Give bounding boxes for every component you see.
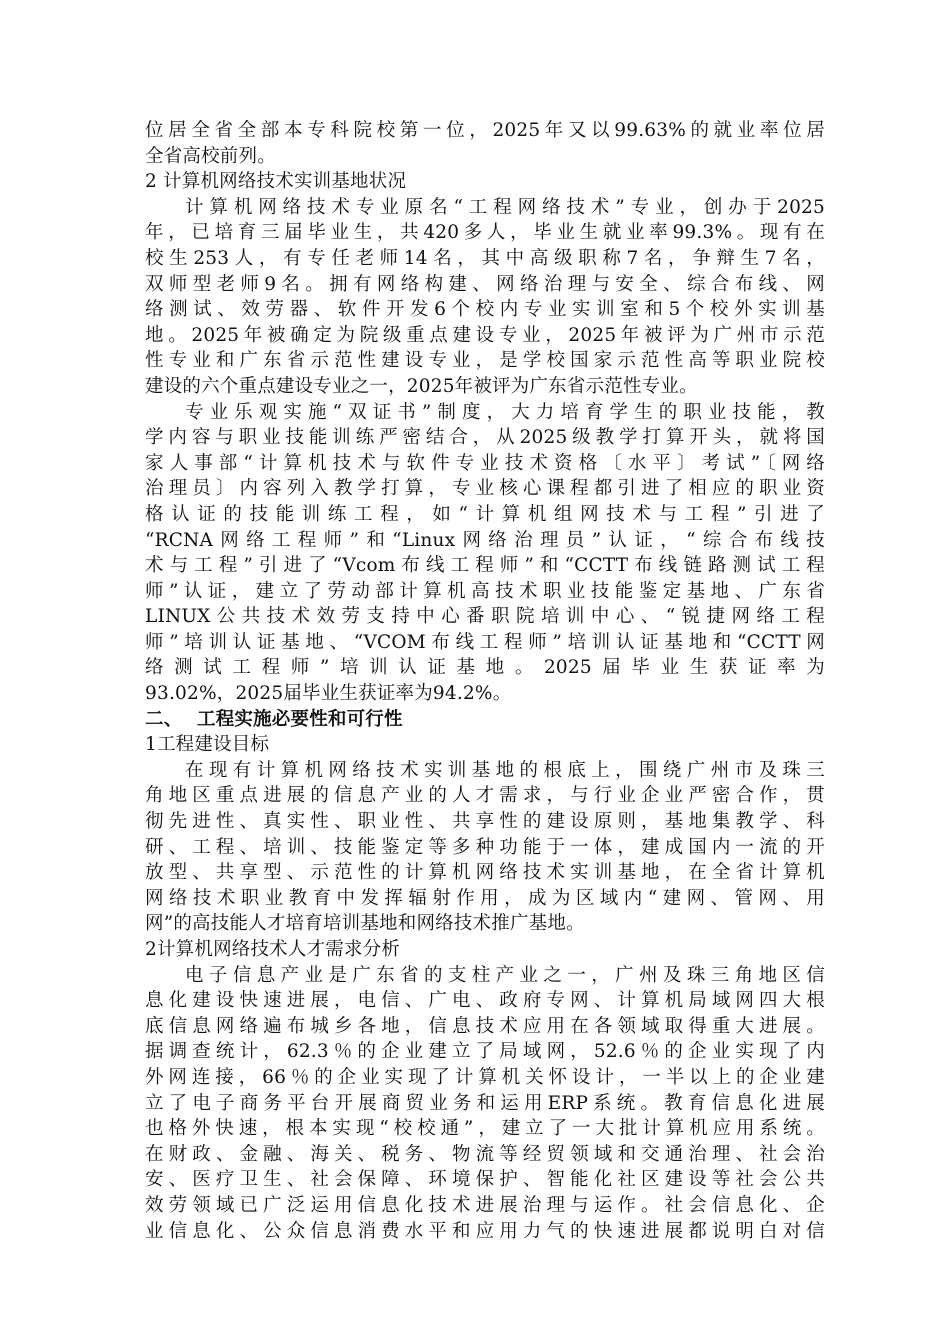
text-line: 家人事部“计算机技术与软件专业技术资格〔水平〕考试”〔网络 [145, 452, 825, 474]
section-heading [145, 707, 825, 733]
text-line: 术与工程”引进了“Vcom布线工程师”和“CCTT布线链路测试工程 [145, 555, 825, 577]
text-line: 学内容与职业技能训练严密结合，从2025级教学打算开头，就将国 [145, 427, 825, 449]
text-line: 建设的六个重点建设专业之一，2025年被评为广东省示范性专业。 [145, 375, 698, 397]
section-title: 工程实施必要性和可行性 [197, 708, 403, 730]
text-line: 2计算机网络技术人才需求分析 [145, 939, 401, 960]
document-page [145, 118, 825, 1244]
text-line: “RCNA网络工程师”和“Linux网络治理员”认证，“综合布线技 [145, 529, 825, 551]
text-line: 性专业和广东省示范性建设专业，是学校国家示范性高等职业院校 [145, 350, 825, 372]
text-line: 年，已培育三届毕业生，共420多人，毕业生就业率99.3%。现有在 [145, 222, 825, 244]
text-line: 师”培训认证基地、“VCOM布线工程师”培训认证基地和“CCTT网 [145, 631, 825, 653]
text-line: 角地区重点进展的信息产业的人才需求，与行业企业严密合作，贯 [145, 785, 825, 807]
text-line: 网”的高技能人才培育培训基地和网络技术推广基地。 [145, 913, 585, 935]
text-line: 地。2025年被确定为院级重点建设专业，2025年被评为广州市示范 [145, 324, 825, 346]
text-line: 93.02%，2025届毕业生获证率为94.2%。 [145, 683, 512, 705]
text-line: 也格外快速，根本实现“校校通”，建立了一大批计算机应用系统。 [145, 1118, 825, 1140]
text-line: 双师型老师9名。拥有网络构建、网络治理与安全、综合布线、网 [145, 273, 825, 295]
text-line: 外网连接，66％的企业实现了计算机关怀设计，一半以上的企业建 [145, 1066, 825, 1088]
text-line: 彻先进性、真实性、职业性、共享性的建设原则，基地集教学、科 [145, 811, 825, 833]
text-line: 专业乐观实施“双证书”制度，大力培育学生的职业技能，教 [185, 401, 825, 423]
text-line: 2 计算机网络技术实训基地状况 [145, 171, 407, 193]
text-line: 放型、共享型、示范性的计算机网络技术实训基地，在全省计算机 [145, 862, 825, 884]
text-line: 格认证的技能训练工程，如“计算机组网技术与工程”引进了 [145, 503, 825, 525]
text-line: 全省高校前列。 [145, 145, 276, 167]
text-line: 研、工程、培训、技能鉴定等多种功能于一体，建成国内一流的开 [145, 836, 825, 858]
text-line: 计算机网络技术专业原名“工程网络技术”专业，创办于2025 [185, 196, 825, 218]
text-line: 业信息化、公众信息消费水平和应用力气的快速进展都说明白对信 [145, 1220, 825, 1242]
text-line: 1工程建设目标 [145, 734, 270, 756]
text-line: 络测试、效劳器、软件开发6个校内专业实训室和5个校外实训基 [145, 299, 825, 321]
text-line: 据调查统计，62.3％的企业建立了局域网，52.6％的企业实现了内 [145, 1041, 825, 1063]
text-line: 在现有计算机网络技术实训基地的根底上，围绕广州市及珠三 [185, 759, 825, 781]
text-line: 在财政、金融、海关、税务、物流等经贸领域和交通治理、社会治 [145, 1143, 825, 1165]
text-line: 络测试工程师”培训认证基地。2025届毕业生获证率为 [145, 657, 825, 679]
text-line: 安、医疗卫生、社会保障、环境保护、智能化社区建设等社会公共 [145, 1169, 825, 1191]
text-line: 校生253人，有专任老师14名，其中高级职称7名，争辩生7名， [145, 247, 825, 269]
text-line: 位居全省全部本专科院校第一位，2025年又以99.63%的就业率位居 [145, 120, 825, 141]
text-line: LINUX公共技术效劳支持中心番职院培训中心、“锐捷网络工程 [145, 606, 825, 628]
text-line: 治理员〕内容列入教学打算，专业核心课程都引进了相应的职业资 [145, 478, 825, 500]
text-line: 电子信息产业是广东省的支柱产业之一，广州及珠三角地区信 [185, 964, 825, 986]
text-line: 立了电子商务平台开展商贸业务和运用ERP系统。教育信息化进展 [145, 1092, 825, 1114]
text-line: 底信息网络遍布城乡各地，信息技术应用在各领域取得重大进展。 [145, 1015, 825, 1037]
text-line: 效劳领域已广泛运用信息化技术进展治理与运作。社会信息化、企 [145, 1194, 825, 1216]
text-line: 息化建设快速进展，电信、广电、政府专网、计算机局域网四大根 [145, 990, 825, 1012]
section-number: 二、 [145, 708, 183, 730]
text-line: 师”认证，建立了劳动部计算机高技术职业技能鉴定基地、广东省 [145, 580, 825, 602]
text-line: 网络技术职业教育中发挥辐射作用，成为区域内“建网、管网、用 [145, 887, 825, 909]
